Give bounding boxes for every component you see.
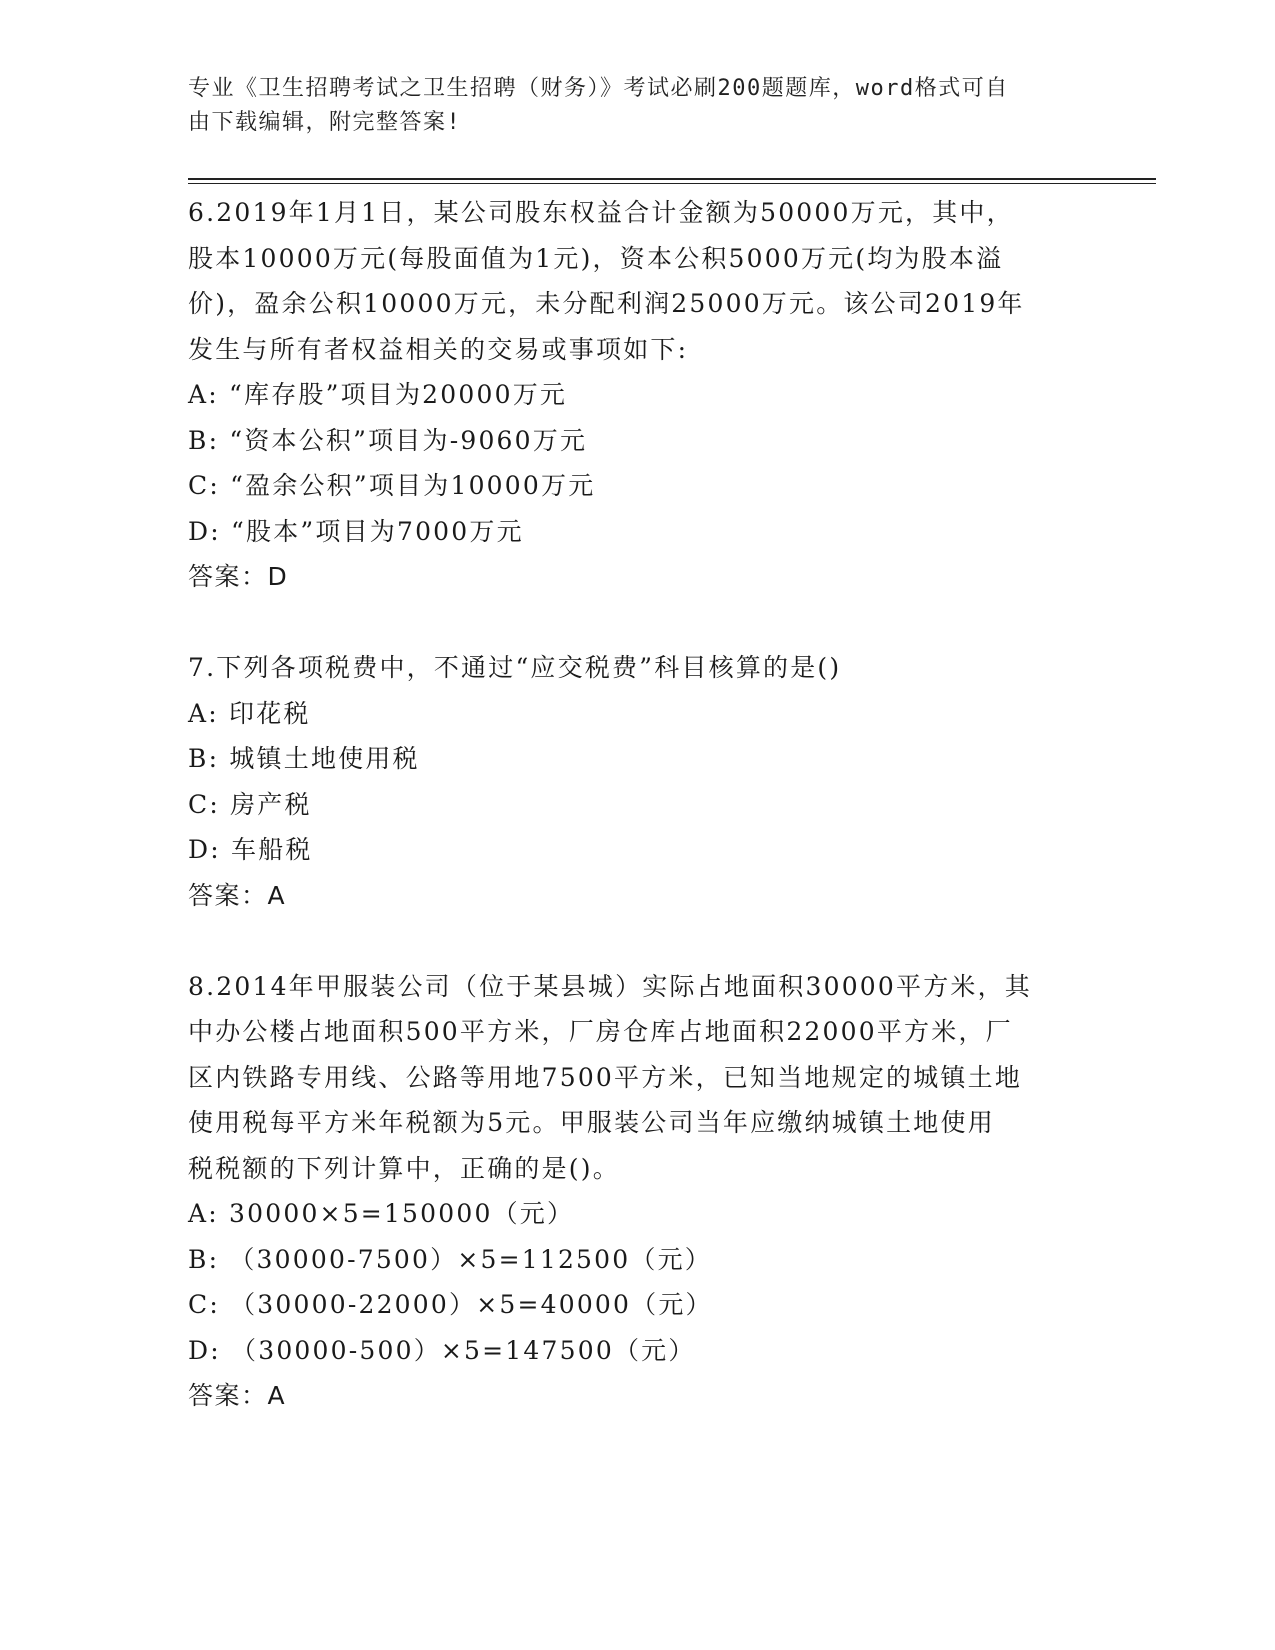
question-stem-line: 6.2019年1月1日，某公司股东权益合计金额为50000万元，其中， <box>188 198 1014 227</box>
option-d: D: “股本”项目为7000万元 <box>188 516 524 546</box>
question-stem-line: 税税额的下列计算中，正确的是()。 <box>188 1153 620 1183</box>
question-stem-line: 发生与所有者权益相关的交易或事项如下: <box>188 334 689 364</box>
document-header <box>188 72 1078 140</box>
option-c: C: （30000-22000）×5=40000（元） <box>188 1290 713 1319</box>
option-a: A: “库存股”项目为20000万元 <box>188 380 568 409</box>
header-title-line-2: 由下载编辑，附完整答案! <box>188 110 462 135</box>
header-divider-thick <box>188 178 1156 180</box>
question-list <box>188 190 1088 1419</box>
option-a: A: 30000×5=150000（元） <box>188 1199 575 1228</box>
option-a: A: 印花税 <box>188 698 311 728</box>
answer-line: 答案：D <box>188 562 289 591</box>
answer-line: 答案：A <box>188 880 287 910</box>
question-stem-line: 7.下列各项税费中，不通过“应交税费”科目核算的是() <box>188 653 842 682</box>
option-b: B: 城镇土地使用税 <box>188 744 420 773</box>
question-stem-line: 8.2014年甲服装公司（位于某县城）实际占地面积30000平方米，其 <box>188 971 1033 1001</box>
header-divider-thin <box>188 183 1156 184</box>
question-stem-line: 区内铁路专用线、公路等用地7500平方米，已知当地规定的城镇土地 <box>188 1062 1023 1092</box>
question-8 <box>188 964 1088 1419</box>
question-stem-line: 股本10000万元(每股面值为1元)，资本公积5000万元(均为股本溢 <box>188 243 1004 273</box>
option-b: B: “资本公积”项目为-9060万元 <box>188 425 588 455</box>
option-c: C: “盈余公积”项目为10000万元 <box>188 471 596 500</box>
question-7 <box>188 645 1088 918</box>
header-title-line-1: 专业《卫生招聘考试之卫生招聘（财务）》考试必刷200题题库，word格式可自 <box>188 76 1009 101</box>
option-c: C: 房产税 <box>188 789 312 819</box>
question-stem-line: 中办公楼占地面积500平方米，厂房仓库占地面积22000平方米，厂 <box>188 1017 1013 1046</box>
question-stem-line: 价)，盈余公积10000万元，未分配利润25000万元。该公司2019年 <box>188 289 1025 318</box>
question-spacer <box>188 918 1088 964</box>
question-6 <box>188 190 1088 600</box>
option-b: B: （30000-7500）×5=112500（元） <box>188 1244 712 1274</box>
question-stem-line: 使用税每平方米年税额为5元。甲服装公司当年应缴纳城镇土地使用 <box>188 1108 995 1137</box>
option-d: D: 车船税 <box>188 835 313 864</box>
answer-line: 答案：A <box>188 1381 287 1410</box>
option-d: D: （30000-500）×5=147500（元） <box>188 1335 696 1365</box>
question-spacer <box>188 600 1088 646</box>
